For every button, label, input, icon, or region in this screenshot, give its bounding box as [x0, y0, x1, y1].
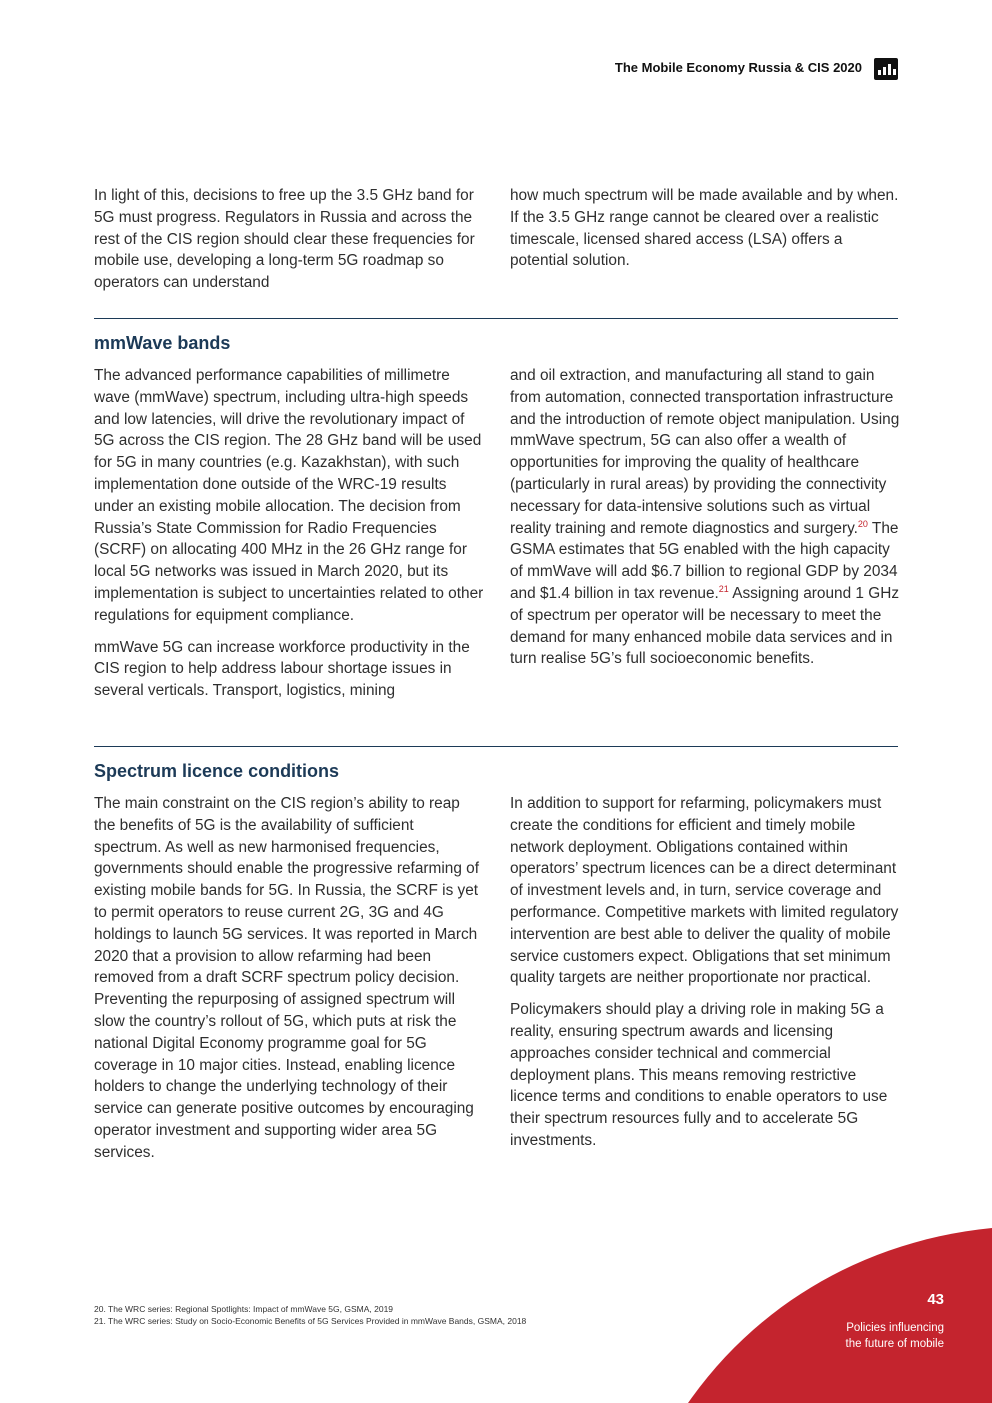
- licence-column-right: [510, 793, 902, 1162]
- mmwave-paragraph-3: and oil extraction, and manufacturing all stand to gain from automation, connected transportation infrastructure and the introduction of remote object manipulation. Using mmWave spectrum, 5G can also offer a wealth of opportunities for improving the quality of healthcare (particularly in rural areas) by providing the connectivity necessary for data-intensive solutions such as virtual reality training and remote diagnostics and surgery.$^{20}$ The GSMA estimates that 5G enabled with the high capacity of mmWave will add $6.7 billion to regional GDP by 2034 and $1.4 billion in tax revenue.$^{21}$ Assigning around 1 GHz of spectrum per operator will be necessary to meet the demand for many enhanced mobile data services and in turn realise 5G’s full socioeconomic benefits.: [510, 367, 900, 668]
- section-heading-licence: Spectrum licence conditions: [94, 761, 340, 781]
- footnote-21: 21. The WRC series: Study on Socio-Economic Benefits of 5G Services Provided in mmWave Bands, GSMA, 2018: [94, 1315, 527, 1326]
- intro-column-left: [94, 185, 484, 304]
- footnotes: [94, 1304, 526, 1327]
- footnote-ref-21[interactable]: 21: [718, 583, 729, 594]
- publication-title: The Mobile Economy Russia & CIS 2020: [614, 60, 862, 75]
- licence-column-left: [94, 793, 484, 1174]
- section-divider: [94, 746, 898, 747]
- page-number: 43: [927, 1291, 944, 1308]
- intro-paragraph-left: In light of this, decisions to free up the 3.5 GHz band for 5G must progress. Regulators in Russia and across the rest of the CIS region should clear these frequencies for mobile use, developing a long-term 5G roadmap so operators can understand: [94, 187, 475, 292]
- mmwave-column-right: [510, 365, 902, 680]
- section-heading-mmwave: mmWave bands: [94, 333, 231, 353]
- mmwave-column-left: [94, 365, 484, 712]
- mmwave-paragraph-2: mmWave 5G can increase workforce productivity in the CIS region to help address labour shortage issues in several verticals. Transport, logistics, mining: [94, 638, 470, 700]
- intro-paragraph-right: how much spectrum will be made available and by when. If the 3.5 GHz range cannot be cleared over a realistic timescale, licensed shared access (LSA) offers a potential solution.: [510, 187, 899, 270]
- section-name: Policies influencing the future of mobile: [845, 1322, 944, 1350]
- licence-paragraph-2: In addition to support for refarming, policymakers must create the conditions for efficient and timely mobile network deployment. Obligations contained within operators’ spectrum licences can be a direct determinant of investment levels and, in turn, service coverage and performance. Competitive markets with limited regulatory intervention are best able to deliver the quality of mobile service customers expect. Obligations that set minimum quality targets are neither proportionate nor practical.: [510, 795, 899, 987]
- bar-chart-icon: [874, 58, 898, 80]
- footnote-ref-20[interactable]: 20: [857, 518, 868, 529]
- licence-paragraph-3: Policymakers should play a driving role in making 5G a reality, ensuring spectrum awards and licensing approaches consider technical and commercial deployment plans. This means removing restrictive licence terms and conditions to enable operators to use their spectrum resources fully and to accelerate 5G investments.: [510, 1001, 888, 1149]
- section-divider: [94, 318, 898, 319]
- footnote-20: 20. The WRC series: Regional Spotlights: Impact of mmWave 5G, GSMA, 2019: [94, 1304, 394, 1314]
- mmwave-paragraph-1: The advanced performance capabilities of millimetre wave (mmWave) spectrum, including ultra-high speeds and low latencies, will drive the revolutionary impact of 5G across the CIS region. The 28 GHz band will be used for 5G in many countries (e.g. Kazakhstan), with such implementation done outside of the WRC-19 results under an existing mobile allocation. The decision from Russia’s State Commission for Radio Frequencies (SCRF) on allocating 400 MHz in the 26 GHz range for local 5G networks was issued in March 2020, but its implementation is subject to uncertainties related to other regulations for equipment compliance.: [94, 367, 484, 624]
- intro-column-right: [510, 185, 902, 282]
- licence-paragraph-1: The main constraint on the CIS region’s ability to reap the benefits of 5G is the availability of sufficient spectrum. As well as new harmonised frequencies, governments should enable the progressive refarming of existing mobile bands for 5G. In Russia, the SCRF is yet to permit operators to reuse current 2G, 3G and 4G holdings to launch 5G services. It was reported in March 2020 that a provision to allow refarming had been removed from a draft SCRF spectrum policy decision. Preventing the repurposing of assigned spectrum will slow the country’s rollout of 5G, which puts at risk the national Digital Economy programme goal for 5G coverage in 10 major cities. Instead, enabling licence holders to change the underlying technology of their service can generate positive outcomes by encouraging operator investment and supporting wider area 5G services.: [94, 795, 479, 1161]
